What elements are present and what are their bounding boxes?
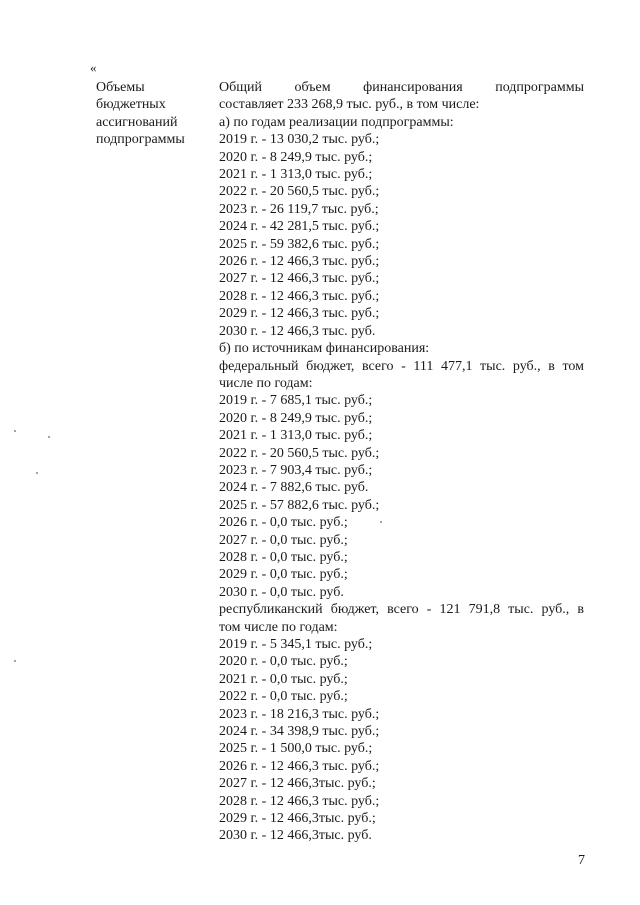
label-line: подпрограммы (96, 132, 185, 148)
row-label (96, 79, 206, 149)
federal-year-item: 2024 г. - 7 882,6 тыс. руб. (219, 480, 369, 496)
federal-budget-line: числе по годам: (219, 375, 313, 391)
federal-year-item: 2022 г. - 20 560,5 тыс. руб.; (219, 445, 380, 461)
year-amount-item: 2025 г. - 59 382,6 тыс. руб.; (219, 236, 380, 252)
federal-year-item: 2023 г. - 7 903,4 тыс. руб.; (219, 462, 373, 478)
year-amount-item: 2030 г. - 12 466,3 тыс. руб. (219, 323, 376, 339)
year-amount-item: 2020 г. - 8 249,9 тыс. руб.; (219, 149, 373, 165)
year-amount-item: 2023 г. - 26 119,7 тыс. руб.; (219, 201, 379, 217)
section-a-list (219, 131, 584, 340)
federal-year-item: 2021 г. - 1 313,0 тыс. руб.; (219, 428, 373, 444)
republic-year-item: 2027 г. - 12 466,3тыс. руб.; (219, 776, 376, 792)
federal-year-item: 2028 г. - 0,0 тыс. руб.; (219, 549, 348, 565)
republic-year-item: 2021 г. - 0,0 тыс. руб.; (219, 671, 348, 687)
republic-year-item: 2026 г. - 12 466,3 тыс. руб.; (219, 758, 380, 774)
year-amount-item: 2022 г. - 20 560,5 тыс. руб.; (219, 184, 380, 200)
year-amount-item: 2019 г. - 13 030,2 тыс. руб.; (219, 132, 380, 148)
intro-line: составляет 233 268,9 тыс. руб., в том числе: (219, 97, 480, 113)
year-amount-item: 2024 г. - 42 281,5 тыс. руб.; (219, 219, 380, 235)
federal-year-item: 2026 г. - 0,0 тыс. руб.; (219, 515, 348, 531)
republic-year-item: 2023 г. - 18 216,3 тыс. руб.; (219, 706, 380, 722)
republic-year-item: 2022 г. - 0,0 тыс. руб.; (219, 689, 348, 705)
republic-budget-line: том числе по годам: (219, 619, 338, 635)
republic-year-item: 2019 г. - 5 345,1 тыс. руб.; (219, 637, 373, 652)
page-number: 7 (578, 853, 585, 868)
scan-speck (14, 430, 16, 432)
funding-description (219, 79, 584, 845)
republic-budget-line: республиканский бюджет, всего - 121 791,8 тыс. руб., в (219, 602, 584, 618)
scan-speck (48, 436, 50, 438)
label-line: бюджетных (96, 97, 166, 113)
federal-year-item: 2019 г. - 7 685,1 тыс. руб.; (219, 393, 373, 409)
year-amount-item: 2027 г. - 12 466,3 тыс. руб.; (219, 271, 380, 287)
republic-year-item: 2028 г. - 12 466,3 тыс. руб.; (219, 793, 380, 809)
republic-year-item: 2030 г. - 12 466,3тыс. руб. (219, 828, 372, 844)
section-a-title: а) по годам реализации подпрограммы: (219, 114, 454, 130)
year-amount-item: 2021 г. - 1 313,0 тыс. руб.; (219, 167, 373, 183)
republic-year-item: 2025 г. - 1 500,0 тыс. руб.; (219, 741, 373, 757)
republic-year-item: 2024 г. - 34 398,9 тыс. руб.; (219, 724, 380, 740)
section-b-title: б) по источникам финансирования: (219, 341, 430, 357)
federal-year-item: 2029 г. - 0,0 тыс. руб.; (219, 567, 348, 583)
opening-quote-mark: « (90, 60, 97, 75)
scan-speck (380, 521, 382, 523)
label-line: ассигнований (96, 114, 178, 130)
republic-year-item: 2029 г. - 12 466,3тыс. руб.; (219, 811, 376, 827)
federal-year-item: 2027 г. - 0,0 тыс. руб.; (219, 532, 348, 548)
federal-year-item: 2025 г. - 57 882,6 тыс. руб.; (219, 497, 380, 513)
republic-year-item: 2020 г. - 0,0 тыс. руб.; (219, 654, 348, 670)
year-amount-item: 2026 г. - 12 466,3 тыс. руб.; (219, 254, 380, 270)
intro-line: Общий объем финансирования подпрограммы (219, 80, 584, 95)
federal-year-item: 2030 г. - 0,0 тыс. руб. (219, 584, 344, 600)
year-amount-item: 2028 г. - 12 466,3 тыс. руб.; (219, 288, 380, 304)
year-amount-item: 2029 г. - 12 466,3 тыс. руб.; (219, 306, 380, 322)
scan-speck (36, 472, 38, 474)
federal-year-item: 2020 г. - 8 249,9 тыс. руб.; (219, 410, 373, 426)
scan-speck (14, 660, 16, 662)
republic-budget-list (219, 636, 584, 845)
label-line: Объемы (96, 80, 145, 95)
federal-budget-line: федеральный бюджет, всего - 111 477,1 тыс. руб., в том (219, 358, 584, 374)
federal-budget-list (219, 392, 584, 601)
